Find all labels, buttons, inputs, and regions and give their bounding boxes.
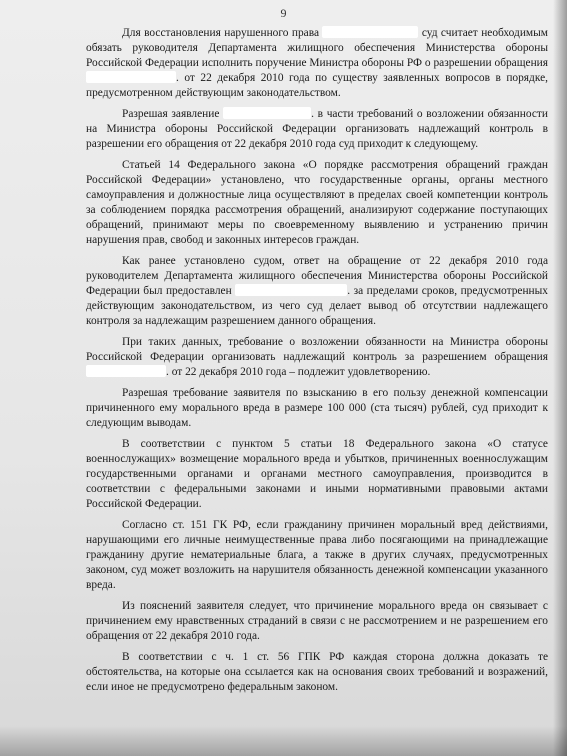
document-body — [86, 26, 548, 701]
redaction-block — [86, 71, 176, 83]
page-number: 9 — [280, 6, 287, 20]
paragraph-3: Статьей 14 Федерального закона «О порядке рассмотрения обращений граждан Российской Федерации» установлено, что государственные органы, органы местного самоуправления и должностные лица осуществляют в пределах своей компетенции контроль за соблюдением порядка рассмотрения обращений, анализируют содержание поступающих обращений, принимают меры по своевременному выявлению и устранению причин нарушения прав, свобод и законных интересов граждан. — [86, 159, 548, 246]
paragraph-text: от 22 декабря 2010 года по существу заявленных вопросов в порядке, предусмотренном действующим законодательством. — [86, 72, 548, 99]
page-bottom-shadow — [0, 726, 567, 756]
paragraph-10: В соответствии с ч. 1 ст. 56 ГПК РФ каждая сторона должна доказать те обстоятельства, на которые она ссылается как на основания своих требований и возражений, если иное не предусмотрено федеральным законом. — [86, 651, 548, 693]
paragraph-9: Из пояснений заявителя следует, что причинение морального вреда он связывает с причинением ему нравственных страданий в связи с не рассмотрением и не разрешением его обращения от 22 декабря 2010 года. — [86, 600, 548, 642]
paragraph-2: Разрешая заявление . в части требований о возложении обязанности на Министра обороны Российской Федерации организовать надлежащий контроль в разрешении его обращения от 22 декабря 2010 года суд приходит к следующему. — [86, 108, 548, 150]
paragraph-text: Разрешая заявление — [122, 108, 220, 120]
paragraph-7: В соответствии с пунктом 5 статьи 18 Федерального закона «О статусе военнослужащих» возмещение морального вреда и убытков, причиненных военнослужащим государственными органами и органами местного самоуправления, производится в соответствии с федеральными законами и иными нормативными правовыми актами Российской Федерации. — [86, 438, 548, 510]
paragraph-text: суд считает необходимым обязать руководителя Департамента жилищного обеспечения Министерства обороны Российской Федерации исполнить поручение Министра обороны РФ о разрешении обращения — [86, 27, 548, 69]
paragraph-text: Для восстановления нарушенного права — [122, 27, 319, 39]
paragraph-6: Разрешая требование заявителя по взысканию в его пользу денежной компенсации причиненного ему морального вреда в размере 100 000 (ста тысяч) рублей, суд приходит к следующим выводам. — [86, 387, 548, 429]
redaction-block — [322, 26, 418, 38]
paragraph-text: При таких данных, требование о возложении обязанности на Министра обороны Российской Федерации организовать надлежащий контроль за разрешением обращения — [86, 336, 548, 363]
paragraph-text: за пределами сроков, предусмотренных действующим законодательством, из чего суд делает вывод об отсутствии надлежащего контроля за надлежащим разрешением данного обращения. — [86, 285, 548, 327]
paragraph-4: Как ранее установлено судом, ответ на обращение от 22 декабря 2010 года руководителем Департамента жилищного обеспечения Министерства обороны Российской Федерации был предоставлен . за пределами сроков, предусмотренных действующим законодательством, из чего суд делает вывод об отсутствии надлежащего контроля за надлежащим разрешением данного обращения. — [86, 255, 548, 327]
paragraph-text: Как ранее установлено судом, ответ на обращение от 22 декабря 2010 года руководителем Департамента жилищного обеспечения Министерства обороны Российской Федерации был предоставлен — [86, 255, 548, 297]
redaction-block — [223, 107, 311, 119]
paragraph-text: от 22 декабря 2010 года – подлежит удовлетворению. — [171, 366, 431, 378]
paragraph-text: в части требований о возложении обязанности на Министра обороны Российской Федерации организовать надлежащий контроль в разрешении его обращения от 22 декабря 2010 года суд приходит к следующему. — [86, 108, 548, 150]
page-shadow-edge — [553, 0, 567, 756]
redaction-block — [86, 365, 166, 377]
paragraph-8: Согласно ст. 151 ГК РФ, если гражданину причинен моральный вред действиями, нарушающими его личные неимущественные права либо посягающими на принадлежащие гражданину другие нематериальные блага, а также в других случаях, предусмотренных законом, суд может возложить на нарушителя обязанность денежной компенсации указанного вреда. — [86, 519, 548, 591]
redaction-block — [235, 284, 347, 296]
paragraph-1: Для восстановления нарушенного права суд считает необходимым обязать руководителя Департамента жилищного обеспечения Министерства обороны Российской Федерации исполнить поручение Министра обороны РФ о разрешении обращения . от 22 декабря 2010 года по существу заявленных вопросов в порядке, предусмотренном действующим законодательством. — [86, 27, 548, 99]
paragraph-5: При таких данных, требование о возложении обязанности на Министра обороны Российской Федерации организовать надлежащий контроль за разрешением обращения . от 22 декабря 2010 года – подлежит удовлетворению. — [86, 336, 548, 378]
